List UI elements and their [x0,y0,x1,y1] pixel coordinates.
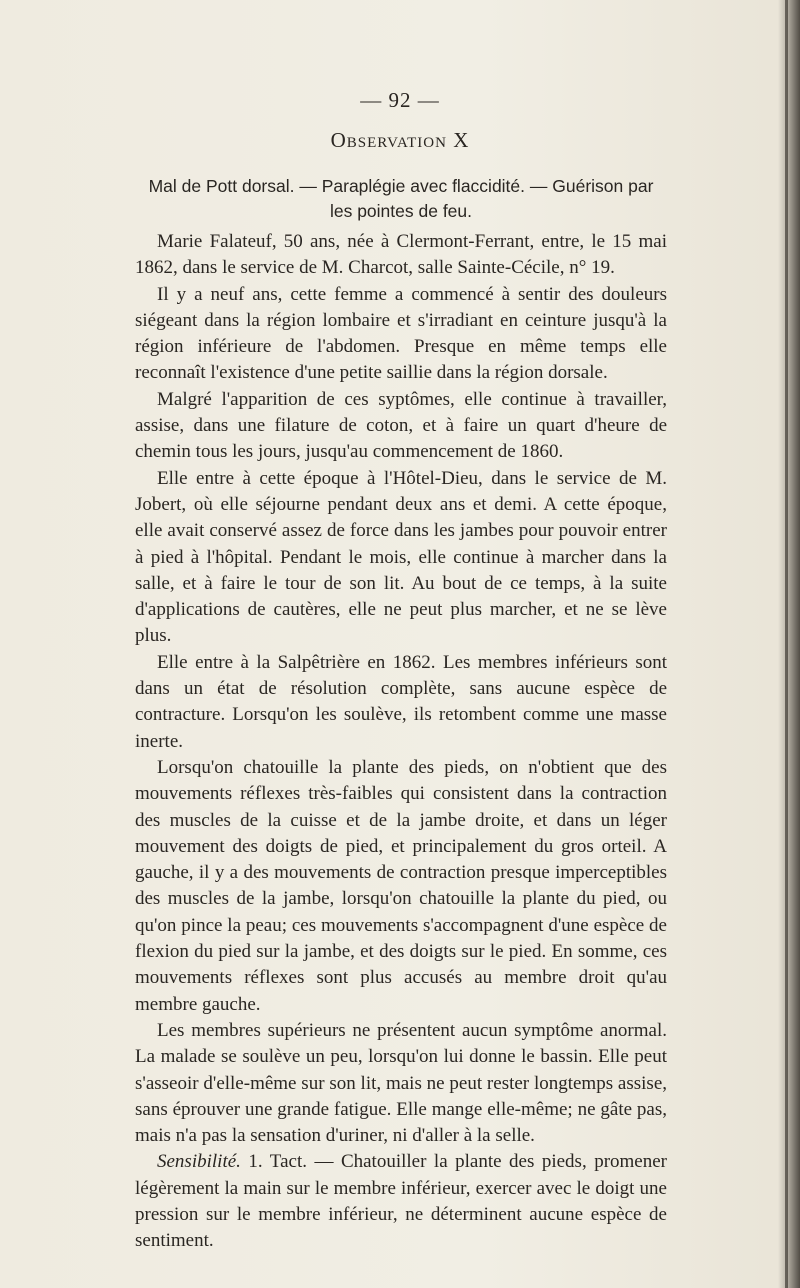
page-number: — 92 — [360,88,440,112]
paragraph-5: Elle entre à la Salpêtrière en 1862. Les membres inférieurs sont dans un état de résolution complète, sans aucune espèce de contracture. Lorsqu'on les soulève, ils retombent comme une masse inerte. [135,651,667,752]
paragraph-1: Marie Falateuf, 50 ans, née à Clermont-Ferrant, entre, le 15 mai 1862, dans le service de M. Charcot, salle Sainte-Cécile, n° 19. [135,231,667,279]
paragraph-8-text: 1. Tact. — Chatouiller la plante des pieds, promener légèrement la main sur le membre inférieur, exercer avec le doigt une pression sur le membre inférieur, ne déterminent aucune espèce de sentiment. [135,1151,667,1252]
page-binding-line [785,0,788,1288]
body-text [135,229,667,1255]
paragraph-3: Malgré l'apparition de ces syptômes, elle continue à travailler, assise, dans une filature de coton, et à faire un quart d'heure de chemin tous les jours, jusqu'au commencement de 1860. [135,388,667,463]
paragraph-4: Elle entre à cette époque à l'Hôtel-Dieu, dans le service de M. Jobert, où elle séjourne pendant deux ans et demi. A cette époque, elle avait conservé assez de force dans les jambes pour pouvoir entrer à pied à l'hôpital. Pendant le mois, elle continue à marcher dans la salle, et à faire le tour de son lit. Au bout de ce temps, à la suite d'applications de cautères, elle ne peut plus marcher, et ne se lève plus. [135,467,667,647]
paragraph-8-lead: Sensibilité. [157,1151,241,1173]
observation-summary: Mal de Pott dorsal. — Paraplégie avec flaccidité. — Guérison par les pointes de feu. [148,176,654,221]
paragraph-6: Lorsqu'on chatouille la plante des pieds, on n'obtient que des mouvements réflexes très-faibles qui consistent dans la contraction des muscles de la cuisse et de la jambe droite, et dans un léger mouvement des doigts de pied, et principalement du gros orteil. A gauche, il y a des mouvements de contraction presque imperceptibles des muscles de la jambe, lorsqu'on chatouille la plante du pied, ou qu'on pince la peau; ces mouvements s'accompagnent d'une espèce de flexion du pied sur la jambe, et des doigts sur le pied. En somme, ces mouvements réflexes sont plus accusés au membre droit qu'au membre gauche. [135,756,667,1015]
paragraph-7: Les membres supérieurs ne présentent aucun symptôme anormal. La malade se soulève un peu, lorsqu'on lui donne le bassin. Elle peut s'asseoir d'elle-même sur son lit, mais ne peut rester longtemps assise, sans éprouver une grande fatigue. Elle mange elle-même; ne gâte pas, mais n'a pas la sensation d'uriner, ni d'aller à la selle. [135,1019,667,1147]
paragraph-2: Il y a neuf ans, cette femme a commencé à sentir des douleurs siégeant dans la région lombaire et s'irradiant en ceinture jusqu'à la région inférieure de l'abdomen. Presque en même temps elle reconnaît l'existence d'une petite saillie dans la région dorsale. [135,283,667,384]
observation-title: Observation X [330,128,470,152]
paragraph-8 [135,1149,667,1254]
page-binding-shadow [778,0,800,1288]
